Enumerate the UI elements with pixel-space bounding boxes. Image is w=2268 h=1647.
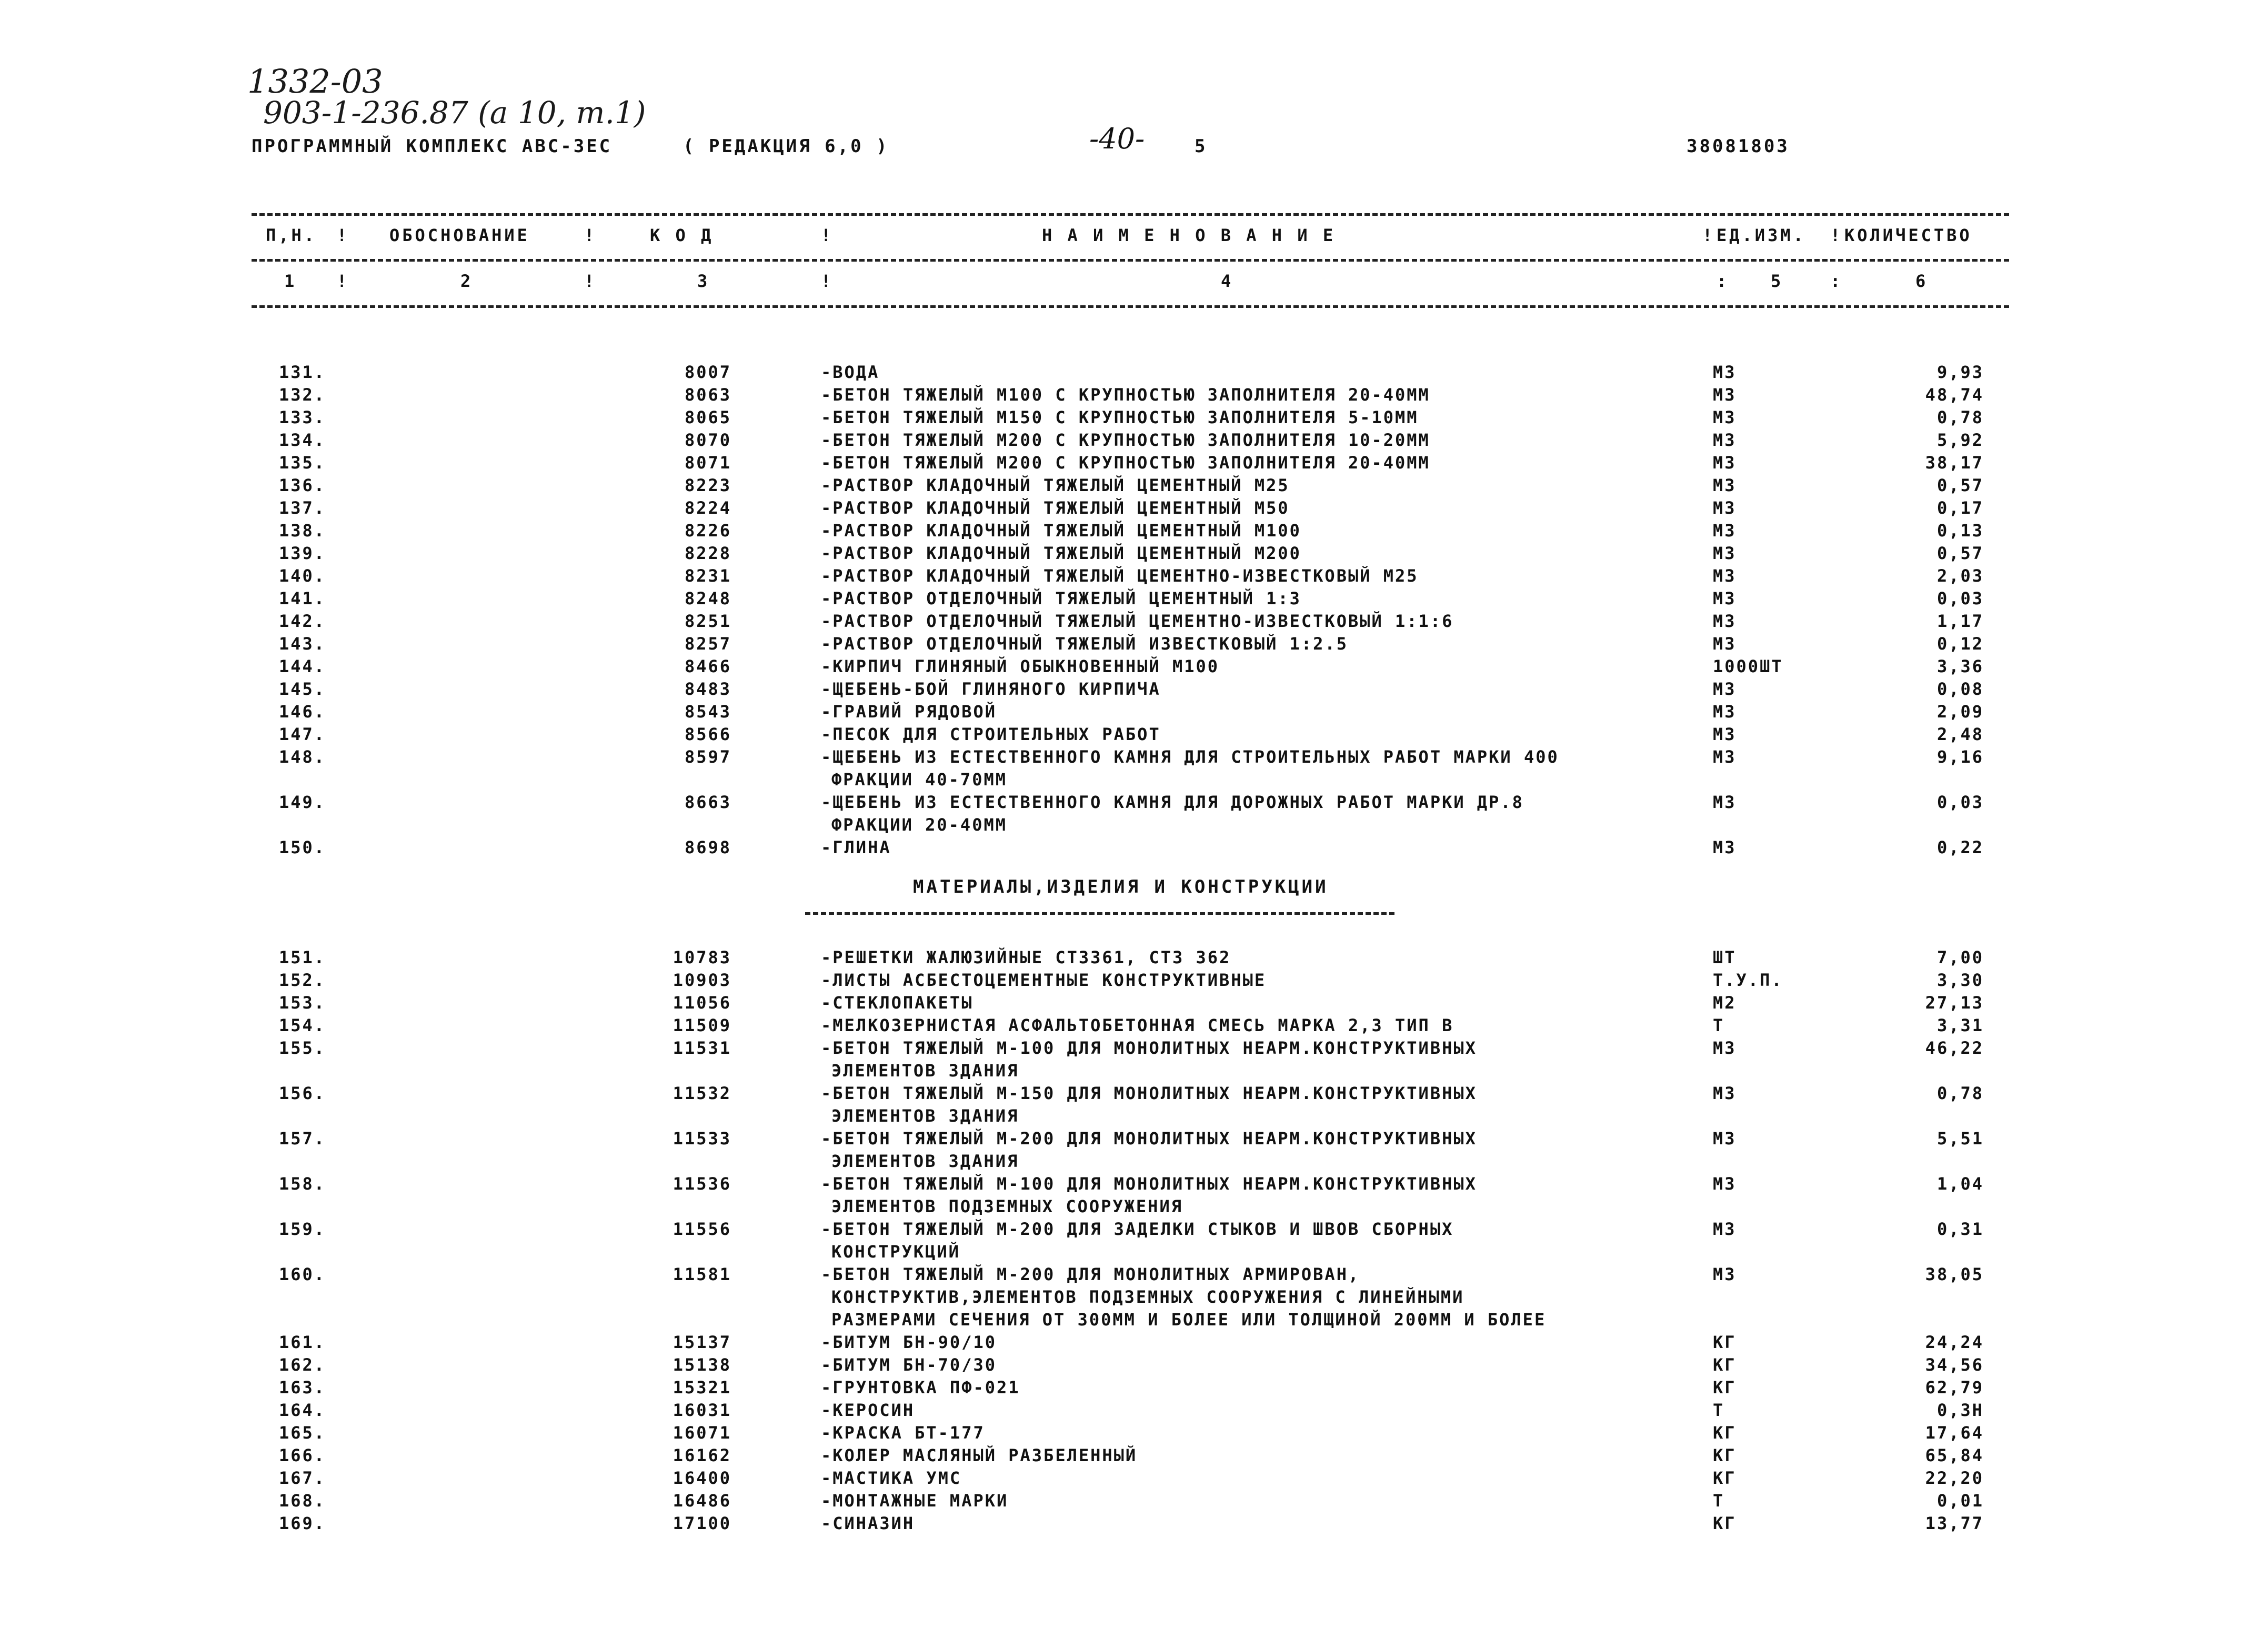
row-name: -БЕТОН ТЯЖЕЛЫЙ М100 С КРУПНОСТЬЮ ЗАПОЛНИТЕЛЯ 20-40ММ bbox=[821, 385, 1430, 405]
row-unit: М3 bbox=[1713, 1174, 1737, 1194]
table-row bbox=[0, 430, 2268, 451]
row-number: 164. bbox=[279, 1400, 326, 1420]
row-unit: М3 bbox=[1713, 702, 1737, 722]
row-number: 134. bbox=[279, 430, 326, 450]
row-unit: КГ bbox=[1713, 1332, 1737, 1352]
row-number: 163. bbox=[279, 1378, 326, 1398]
row-number: 156. bbox=[279, 1083, 326, 1103]
row-name: -БЕТОН ТЯЖЕЛЫЙ М150 С КРУПНОСТЬЮ ЗАПОЛНИТЕЛЯ 5-10ММ bbox=[821, 407, 1419, 427]
col-header-unit: ЕД.ИЗМ. bbox=[1717, 225, 1806, 245]
col-header-no: П,Н. bbox=[266, 225, 317, 245]
row-name: -РАСТВОР КЛАДОЧНЫЙ ТЯЖЕЛЫЙ ЦЕМЕНТНО-ИЗВЕСТКОВЫЙ М25 bbox=[821, 566, 1419, 586]
row-unit: Т bbox=[1713, 1400, 1725, 1420]
row-name-continuation: ЭЛЕМЕНТОВ ЗДАНИЯ bbox=[831, 1061, 1019, 1081]
table-row bbox=[0, 1015, 2268, 1036]
col-header-basis: ОБОСНОВАНИЕ bbox=[389, 225, 530, 245]
row-code: 11536 bbox=[673, 1174, 731, 1194]
row-name: -ЩЕБЕНЬ ИЗ ЕСТЕСТВЕННОГО КАМНЯ ДЛЯ СТРОИТЕЛЬНЫХ РАБОТ МАРКИ 400 bbox=[821, 747, 1559, 767]
row-name: -КЕРОСИН bbox=[821, 1400, 915, 1420]
row-code: 8483 bbox=[684, 679, 731, 699]
row-quantity: 0,78 bbox=[1936, 407, 1984, 427]
table-row bbox=[0, 1083, 2268, 1104]
row-number: 131. bbox=[279, 362, 326, 382]
row-code: 8063 bbox=[684, 385, 731, 405]
row-name: -СТЕКЛОПАКЕТЫ bbox=[821, 993, 974, 1013]
row-unit: М3 bbox=[1713, 747, 1737, 767]
row-code: 16162 bbox=[673, 1445, 731, 1465]
page-mark: 5 bbox=[1195, 136, 1208, 157]
table-row bbox=[0, 1355, 2268, 1376]
row-unit: М3 bbox=[1713, 385, 1737, 405]
row-quantity: 46,22 bbox=[1925, 1038, 1984, 1058]
row-quantity: 3,30 bbox=[1936, 970, 1984, 990]
row-unit: М3 bbox=[1713, 588, 1737, 608]
row-quantity: 0,12 bbox=[1936, 634, 1984, 654]
row-quantity: 24,24 bbox=[1925, 1332, 1984, 1352]
row-quantity: 0,57 bbox=[1936, 475, 1984, 495]
col-separator: : bbox=[1830, 271, 1841, 291]
row-quantity: 0,03 bbox=[1936, 792, 1984, 812]
header-rule-middle bbox=[252, 259, 2009, 262]
row-unit: 1000ШТ bbox=[1713, 656, 1783, 676]
row-number: 154. bbox=[279, 1015, 326, 1035]
row-name: -РАСТВОР КЛАДОЧНЫЙ ТЯЖЕЛЫЙ ЦЕМЕНТНЫЙ М50 bbox=[821, 498, 1290, 518]
row-name: -РАСТВОР ОТДЕЛОЧНЫЙ ТЯЖЕЛЫЙ ЦЕМЕНТНЫЙ 1:3 bbox=[821, 588, 1301, 608]
row-code: 15321 bbox=[673, 1378, 731, 1398]
row-quantity: 3,31 bbox=[1936, 1015, 1984, 1035]
table-row bbox=[0, 947, 2268, 969]
table-row bbox=[0, 362, 2268, 383]
row-number: 140. bbox=[279, 566, 326, 586]
row-name: -БЕТОН ТЯЖЕЛЫЙ М-100 ДЛЯ МОНОЛИТНЫХ НЕАРМ.КОНСТРУКТИВНЫХ bbox=[821, 1038, 1477, 1058]
table-row bbox=[0, 1400, 2268, 1421]
row-unit: КГ bbox=[1713, 1513, 1737, 1533]
row-name-continuation: КОНСТРУКЦИЙ bbox=[831, 1242, 960, 1262]
row-code: 8251 bbox=[684, 611, 731, 631]
row-name-continuation: РАЗМЕРАМИ СЕЧЕНИЯ ОТ 300ММ И БОЛЕЕ ИЛИ ТОЛЩИНОЙ 200ММ И БОЛЕЕ bbox=[831, 1310, 1547, 1330]
row-number: 145. bbox=[279, 679, 326, 699]
col-number-6: 6 bbox=[1915, 271, 1929, 291]
table-row bbox=[0, 1468, 2268, 1489]
row-name: -РАСТВОР ОТДЕЛОЧНЫЙ ТЯЖЕЛЫЙ ИЗВЕСТКОВЫЙ 1:2.5 bbox=[821, 634, 1348, 654]
row-code: 11531 bbox=[673, 1038, 731, 1058]
row-number: 169. bbox=[279, 1513, 326, 1533]
table-row bbox=[0, 837, 2268, 859]
table-row bbox=[0, 611, 2268, 632]
row-unit: М3 bbox=[1713, 1219, 1737, 1239]
row-name-continuation: ФРАКЦИИ 20-40ММ bbox=[831, 815, 1007, 835]
row-unit: М3 bbox=[1713, 611, 1737, 631]
row-quantity: 9,93 bbox=[1936, 362, 1984, 382]
row-number: 144. bbox=[279, 656, 326, 676]
table-row bbox=[0, 385, 2268, 406]
row-name: -БЕТОН ТЯЖЕЛЫЙ М-200 ДЛЯ ЗАДЕЛКИ СТЫКОВ И ШВОВ СБОРНЫХ bbox=[821, 1219, 1454, 1239]
table-row bbox=[0, 521, 2268, 542]
row-unit: М3 bbox=[1713, 1129, 1737, 1149]
row-number: 137. bbox=[279, 498, 326, 518]
row-number: 146. bbox=[279, 702, 326, 722]
row-code: 8257 bbox=[684, 634, 731, 654]
row-quantity: 34,56 bbox=[1925, 1355, 1984, 1375]
row-code: 8065 bbox=[684, 407, 731, 427]
row-unit: М3 bbox=[1713, 566, 1737, 586]
row-code: 8007 bbox=[684, 362, 731, 382]
row-code: 8223 bbox=[684, 475, 731, 495]
row-number: 139. bbox=[279, 543, 326, 563]
row-name-continuation: КОНСТРУКТИВ,ЭЛЕМЕНТОВ ПОДЗЕМНЫХ СООРУЖЕНИЯ С ЛИНЕЙНЫМИ bbox=[831, 1287, 1464, 1307]
col-separator: ! bbox=[821, 225, 831, 245]
row-unit: Т.У.П. bbox=[1713, 970, 1783, 990]
row-quantity: 0,22 bbox=[1936, 837, 1984, 857]
row-name: -ПЕСОК ДЛЯ СТРОИТЕЛЬНЫХ РАБОТ bbox=[821, 724, 1161, 744]
row-number: 132. bbox=[279, 385, 326, 405]
table-row bbox=[0, 475, 2268, 496]
row-number: 153. bbox=[279, 993, 326, 1013]
row-name: -ЛИСТЫ АСБЕСТОЦЕМЕНТНЫЕ КОНСТРУКТИВНЫЕ bbox=[821, 970, 1267, 990]
row-name: -ВОДА bbox=[821, 362, 880, 382]
row-quantity: 0,3Н bbox=[1936, 1400, 1984, 1420]
row-quantity: 22,20 bbox=[1925, 1468, 1984, 1488]
row-name: -РАСТВОР КЛАДОЧНЫЙ ТЯЖЕЛЫЙ ЦЕМЕНТНЫЙ М25 bbox=[821, 475, 1290, 495]
edition-label: ( РЕДАКЦИЯ 6,0 ) bbox=[683, 136, 889, 157]
row-quantity: 0,57 bbox=[1936, 543, 1984, 563]
row-number: 152. bbox=[279, 970, 326, 990]
row-name: -БЕТОН ТЯЖЕЛЫЙ М-200 ДЛЯ МОНОЛИТНЫХ НЕАРМ.КОНСТРУКТИВНЫХ bbox=[821, 1129, 1477, 1149]
row-unit: М3 bbox=[1713, 1083, 1737, 1103]
row-code: 8698 bbox=[684, 837, 731, 857]
row-number: 138. bbox=[279, 521, 326, 541]
row-quantity: 0,08 bbox=[1936, 679, 1984, 699]
row-name: -ЩЕБЕНЬ-БОЙ ГЛИНЯНОГО КИРПИЧА bbox=[821, 679, 1161, 699]
row-code: 11509 bbox=[673, 1015, 731, 1035]
row-number: 155. bbox=[279, 1038, 326, 1058]
row-quantity: 65,84 bbox=[1925, 1445, 1984, 1465]
row-unit: М3 bbox=[1713, 475, 1737, 495]
handwritten-note-2: 903-1-236.87 (a 10, т.1) bbox=[263, 95, 646, 131]
row-name: -КРАСКА БТ-177 bbox=[821, 1423, 985, 1443]
row-unit: М3 bbox=[1713, 543, 1737, 563]
row-code: 8466 bbox=[684, 656, 731, 676]
row-unit: КГ bbox=[1713, 1378, 1737, 1398]
row-number: 167. bbox=[279, 1468, 326, 1488]
col-separator: ! bbox=[821, 271, 831, 291]
table-row bbox=[0, 407, 2268, 428]
row-name: -КИРПИЧ ГЛИНЯНЫЙ ОБЫКНОВЕННЫЙ М100 bbox=[821, 656, 1220, 676]
table-row bbox=[0, 1219, 2268, 1240]
row-code: 16400 bbox=[673, 1468, 731, 1488]
col-number-1: 1 bbox=[284, 271, 297, 291]
row-code: 8224 bbox=[684, 498, 731, 518]
table-row bbox=[0, 498, 2268, 519]
row-code: 11556 bbox=[673, 1219, 731, 1239]
col-separator: ! bbox=[1830, 225, 1841, 245]
table-row bbox=[0, 1445, 2268, 1466]
row-name: -СИНАЗИН bbox=[821, 1513, 915, 1533]
row-unit: КГ bbox=[1713, 1445, 1737, 1465]
row-code: 16486 bbox=[673, 1491, 731, 1511]
row-number: 147. bbox=[279, 724, 326, 744]
row-quantity: 5,51 bbox=[1936, 1129, 1984, 1149]
row-name: -КОЛЕР МАСЛЯНЫЙ РАЗБЕЛЕННЫЙ bbox=[821, 1445, 1138, 1465]
row-code: 8070 bbox=[684, 430, 731, 450]
table-row bbox=[0, 1038, 2268, 1059]
row-name: -БЕТОН ТЯЖЕЛЫЙ М200 С КРУПНОСТЬЮ ЗАПОЛНИТЕЛЯ 20-40ММ bbox=[821, 453, 1430, 473]
row-code: 8228 bbox=[684, 543, 731, 563]
row-quantity: 38,17 bbox=[1925, 453, 1984, 473]
row-quantity: 2,09 bbox=[1936, 702, 1984, 722]
table-row bbox=[0, 1264, 2268, 1285]
section-underline bbox=[805, 912, 1394, 915]
row-quantity: 17,64 bbox=[1925, 1423, 1984, 1443]
row-quantity: 48,74 bbox=[1925, 385, 1984, 405]
col-number-3: 3 bbox=[697, 271, 710, 291]
row-number: 166. bbox=[279, 1445, 326, 1465]
row-quantity: 0,13 bbox=[1936, 521, 1984, 541]
row-code: 15137 bbox=[673, 1332, 731, 1352]
table-row bbox=[0, 1513, 2268, 1534]
row-unit: М3 bbox=[1713, 362, 1737, 382]
table-row bbox=[0, 656, 2268, 677]
row-code: 11581 bbox=[673, 1264, 731, 1284]
row-unit: Т bbox=[1713, 1491, 1725, 1511]
row-unit: М3 bbox=[1713, 679, 1737, 699]
row-name: -РАСТВОР КЛАДОЧНЫЙ ТЯЖЕЛЫЙ ЦЕМЕНТНЫЙ М200 bbox=[821, 543, 1301, 563]
row-unit: М3 bbox=[1713, 453, 1737, 473]
row-unit: М3 bbox=[1713, 634, 1737, 654]
row-number: 161. bbox=[279, 1332, 326, 1352]
row-quantity: 2,48 bbox=[1936, 724, 1984, 744]
row-name: -БИТУМ БН-70/30 bbox=[821, 1355, 997, 1375]
row-quantity: 3,36 bbox=[1936, 656, 1984, 676]
row-code: 8597 bbox=[684, 747, 731, 767]
row-unit: Т bbox=[1713, 1015, 1725, 1035]
row-quantity: 1,04 bbox=[1936, 1174, 1984, 1194]
row-unit: КГ bbox=[1713, 1468, 1737, 1488]
table-row bbox=[0, 453, 2268, 474]
row-number: 159. bbox=[279, 1219, 326, 1239]
table-row bbox=[0, 1423, 2268, 1444]
row-number: 148. bbox=[279, 747, 326, 767]
row-quantity: 38,05 bbox=[1925, 1264, 1984, 1284]
row-unit: М3 bbox=[1713, 430, 1737, 450]
col-separator: ! bbox=[1702, 225, 1713, 245]
row-name: -ГРАВИЙ РЯДОВОЙ bbox=[821, 702, 997, 722]
row-unit: М3 bbox=[1713, 407, 1737, 427]
row-number: 157. bbox=[279, 1129, 326, 1149]
row-name: -ГРУНТОВКА ПФ-021 bbox=[821, 1378, 1020, 1398]
table-row bbox=[0, 1174, 2268, 1195]
col-number-5: 5 bbox=[1771, 271, 1784, 291]
row-quantity: 62,79 bbox=[1925, 1378, 1984, 1398]
row-code: 8248 bbox=[684, 588, 731, 608]
row-number: 142. bbox=[279, 611, 326, 631]
row-number: 162. bbox=[279, 1355, 326, 1375]
row-code: 8663 bbox=[684, 792, 731, 812]
row-name-continuation: ЭЛЕМЕНТОВ ЗДАНИЯ bbox=[831, 1106, 1019, 1126]
table-row bbox=[0, 634, 2268, 655]
row-name: -МЕЛКОЗЕРНИСТАЯ АСФАЛЬТОБЕТОННАЯ СМЕСЬ МАРКА 2,3 ТИП В bbox=[821, 1015, 1454, 1035]
col-header-code: К О Д bbox=[650, 225, 714, 245]
row-quantity: 7,00 bbox=[1936, 947, 1984, 967]
row-unit: М3 bbox=[1713, 792, 1737, 812]
row-code: 8071 bbox=[684, 453, 731, 473]
col-header-name: Н А И М Е Н О В А Н И Е bbox=[1042, 225, 1336, 245]
row-number: 135. bbox=[279, 453, 326, 473]
col-separator: : bbox=[1717, 271, 1727, 291]
row-code: 16031 bbox=[673, 1400, 731, 1420]
row-code: 11533 bbox=[673, 1129, 731, 1149]
row-name: -МАСТИКА УМС bbox=[821, 1468, 962, 1488]
row-name: -ЩЕБЕНЬ ИЗ ЕСТЕСТВЕННОГО КАМНЯ ДЛЯ ДОРОЖНЫХ РАБОТ МАРКИ ДР.8 bbox=[821, 792, 1524, 812]
row-number: 133. bbox=[279, 407, 326, 427]
section-title: МАТЕРИАЛЫ,ИЗДЕЛИЯ И КОНСТРУКЦИИ bbox=[913, 876, 1329, 897]
row-name: -БЕТОН ТЯЖЕЛЫЙ М200 С КРУПНОСТЬЮ ЗАПОЛНИТЕЛЯ 10-20ММ bbox=[821, 430, 1430, 450]
row-name: -РАСТВОР ОТДЕЛОЧНЫЙ ТЯЖЕЛЫЙ ЦЕМЕНТНО-ИЗВЕСТКОВЫЙ 1:1:6 bbox=[821, 611, 1454, 631]
row-name: -БЕТОН ТЯЖЕЛЫЙ М-150 ДЛЯ МОНОЛИТНЫХ НЕАРМ.КОНСТРУКТИВНЫХ bbox=[821, 1083, 1477, 1103]
row-name: -БИТУМ БН-90/10 bbox=[821, 1332, 997, 1352]
row-quantity: 0,01 bbox=[1936, 1491, 1984, 1511]
row-quantity: 5,92 bbox=[1936, 430, 1984, 450]
row-number: 143. bbox=[279, 634, 326, 654]
col-separator: ! bbox=[337, 225, 347, 245]
row-number: 136. bbox=[279, 475, 326, 495]
row-quantity: 9,16 bbox=[1936, 747, 1984, 767]
row-name: -БЕТОН ТЯЖЕЛЫЙ М-200 ДЛЯ МОНОЛИТНЫХ АРМИРОВАН, bbox=[821, 1264, 1360, 1284]
row-number: 168. bbox=[279, 1491, 326, 1511]
row-code: 15138 bbox=[673, 1355, 731, 1375]
row-unit: М3 bbox=[1713, 521, 1737, 541]
row-quantity: 2,03 bbox=[1936, 566, 1984, 586]
row-code: 8231 bbox=[684, 566, 731, 586]
table-row bbox=[0, 747, 2268, 768]
row-number: 160. bbox=[279, 1264, 326, 1284]
row-unit: М3 bbox=[1713, 837, 1737, 857]
row-code: 8566 bbox=[684, 724, 731, 744]
handwritten-page-number: -40- bbox=[1089, 122, 1145, 155]
row-code: 8226 bbox=[684, 521, 731, 541]
row-quantity: 0,31 bbox=[1936, 1219, 1984, 1239]
row-number: 149. bbox=[279, 792, 326, 812]
table-row bbox=[0, 588, 2268, 610]
table-row bbox=[0, 993, 2268, 1014]
row-unit: М3 bbox=[1713, 724, 1737, 744]
col-separator: ! bbox=[584, 225, 595, 245]
table-row bbox=[0, 566, 2268, 587]
row-number: 151. bbox=[279, 947, 326, 967]
table-row bbox=[0, 679, 2268, 700]
handwritten-note-1: 1332-03 bbox=[247, 62, 383, 101]
table-row bbox=[0, 970, 2268, 991]
col-separator: ! bbox=[584, 271, 595, 291]
program-title: ПРОГРАММНЫЙ КОМПЛЕКС АВС-ЗЕС bbox=[252, 136, 613, 157]
header-rule-top bbox=[252, 213, 2009, 216]
row-name-continuation: ФРАКЦИИ 40-70ММ bbox=[831, 770, 1007, 790]
row-quantity: 13,77 bbox=[1925, 1513, 1984, 1533]
row-quantity: 0,17 bbox=[1936, 498, 1984, 518]
row-code: 10783 bbox=[673, 947, 731, 967]
row-number: 165. bbox=[279, 1423, 326, 1443]
row-code: 16071 bbox=[673, 1423, 731, 1443]
table-row bbox=[0, 1491, 2268, 1512]
row-unit: М3 bbox=[1713, 498, 1737, 518]
row-quantity: 27,13 bbox=[1925, 993, 1984, 1013]
row-code: 11056 bbox=[673, 993, 731, 1013]
col-separator: ! bbox=[337, 271, 347, 291]
col-number-2: 2 bbox=[460, 271, 474, 291]
row-name: -ГЛИНА bbox=[821, 837, 891, 857]
row-name: -РЕШЕТКИ ЖАЛЮЗИЙНЫЕ СТ3361, СТ3 362 bbox=[821, 947, 1231, 967]
row-unit: М3 bbox=[1713, 1264, 1737, 1284]
row-code: 10903 bbox=[673, 970, 731, 990]
table-row bbox=[0, 1332, 2268, 1353]
row-unit: М3 bbox=[1713, 1038, 1737, 1058]
row-number: 158. bbox=[279, 1174, 326, 1194]
col-number-4: 4 bbox=[1221, 271, 1234, 291]
header-rule-bottom bbox=[252, 305, 2009, 308]
row-quantity: 0,78 bbox=[1936, 1083, 1984, 1103]
row-number: 141. bbox=[279, 588, 326, 608]
row-code: 8543 bbox=[684, 702, 731, 722]
row-unit: КГ bbox=[1713, 1423, 1737, 1443]
row-code: 11532 bbox=[673, 1083, 731, 1103]
row-name: -МОНТАЖНЫЕ МАРКИ bbox=[821, 1491, 1009, 1511]
table-row bbox=[0, 543, 2268, 564]
row-name: -БЕТОН ТЯЖЕЛЫЙ М-100 ДЛЯ МОНОЛИТНЫХ НЕАРМ.КОНСТРУКТИВНЫХ bbox=[821, 1174, 1477, 1194]
row-quantity: 1,17 bbox=[1936, 611, 1984, 631]
table-row bbox=[0, 724, 2268, 745]
row-unit: М2 bbox=[1713, 993, 1737, 1013]
row-unit: КГ bbox=[1713, 1355, 1737, 1375]
row-unit: ШТ bbox=[1713, 947, 1737, 967]
table-row bbox=[0, 792, 2268, 813]
table-row bbox=[0, 702, 2268, 723]
row-quantity: 0,03 bbox=[1936, 588, 1984, 608]
table-row bbox=[0, 1378, 2268, 1399]
row-name-continuation: ЭЛЕМЕНТОВ ЗДАНИЯ bbox=[831, 1151, 1019, 1171]
document-code: 38081803 bbox=[1687, 136, 1790, 157]
table-row bbox=[0, 1129, 2268, 1150]
row-code: 17100 bbox=[673, 1513, 731, 1533]
row-name-continuation: ЭЛЕМЕНТОВ ПОДЗЕМНЫХ СООРУЖЕНИЯ bbox=[831, 1196, 1183, 1216]
col-header-qty: КОЛИЧЕСТВО bbox=[1844, 225, 1972, 245]
row-name: -РАСТВОР КЛАДОЧНЫЙ ТЯЖЕЛЫЙ ЦЕМЕНТНЫЙ М100 bbox=[821, 521, 1301, 541]
row-number: 150. bbox=[279, 837, 326, 857]
